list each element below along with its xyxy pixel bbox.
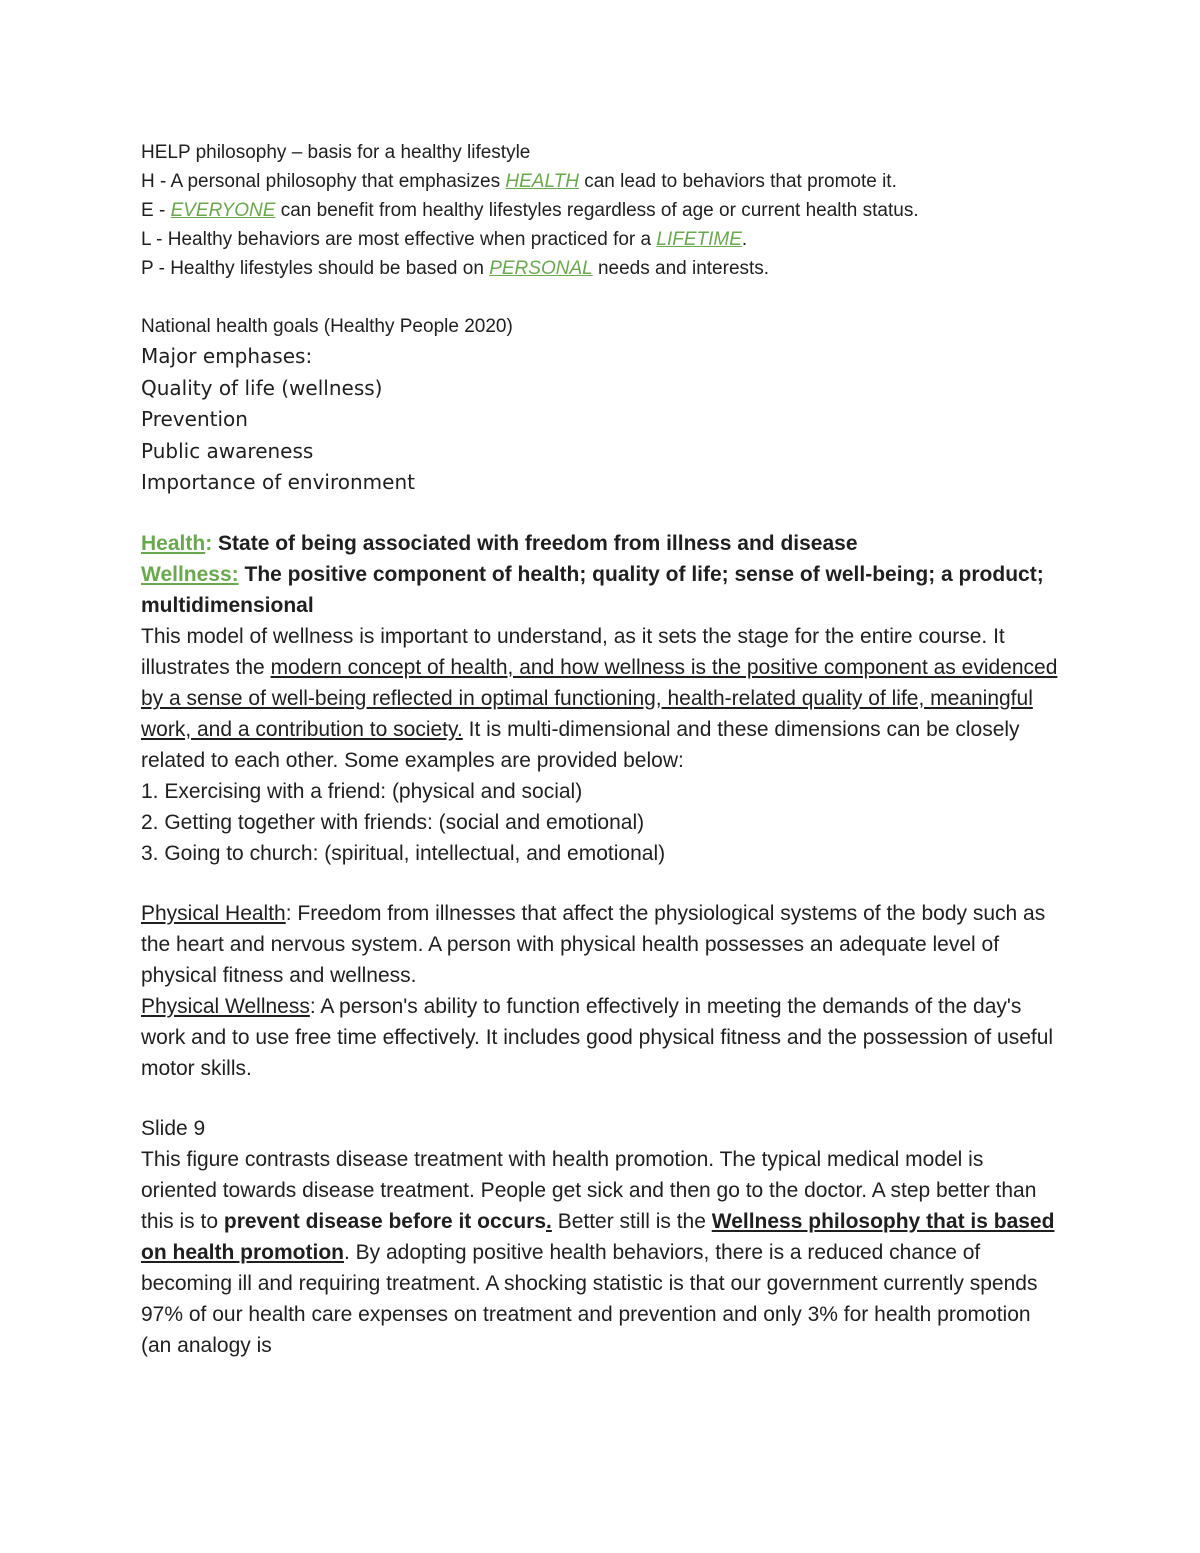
emphasis-item: Public awareness bbox=[141, 438, 314, 463]
help-title: HELP philosophy – basis for a healthy lifestyle bbox=[141, 142, 531, 163]
document-page bbox=[141, 138, 1061, 1361]
example-item: 3. Going to church: (spiritual, intellectual, and emotional) bbox=[141, 841, 666, 865]
help-section bbox=[141, 138, 1061, 283]
wellness-definition: Wellness: The positive component of health; quality of life; sense of well-being; a product; multidimensional bbox=[141, 562, 1044, 617]
definitions-section bbox=[141, 528, 1061, 869]
keyword-everyone: EVERYONE bbox=[170, 200, 276, 221]
physical-wellness-paragraph: Physical Wellness: A person's ability to function effectively in meeting the demands of the day's work and to use free time effectively. It includes good physical fitness and the possession of useful motor skills. bbox=[141, 994, 1054, 1080]
keyword-personal: PERSONAL bbox=[489, 258, 593, 279]
physical-health-paragraph: Physical Health: Freedom from illnesses that affect the physiological systems of the body such as the heart and nervous system. A person with physical health possesses an adequate level of physical fitness and wellness. bbox=[141, 901, 1046, 987]
keyword-health: HEALTH bbox=[505, 171, 579, 192]
example-item: 1. Exercising with a friend: (physical and social) bbox=[141, 779, 583, 803]
help-line-p: P - Healthy lifestyles should be based on PERSONAL needs and interests. bbox=[141, 258, 770, 279]
physical-section bbox=[141, 898, 1061, 1084]
physical-health-term: Physical Health bbox=[141, 901, 286, 925]
health-term: Health bbox=[141, 531, 206, 555]
national-goals-heading: National health goals (Healthy People 2020) bbox=[141, 316, 513, 337]
help-line-h: H - A personal philosophy that emphasizes HEALTH can lead to behaviors that promote it. bbox=[141, 171, 897, 192]
physical-wellness-term: Physical Wellness bbox=[141, 994, 310, 1018]
model-paragraph: This model of wellness is important to understand, as it sets the stage for the entire course. It illustrates the modern concept of health, and how wellness is the positive component as evidenced by a sense of well-being reflected in optimal functioning, health-related quality of life, meaningful work, and a contribution to society. It is multi-dimensional and these dimensions can be closely related to each other. Some examples are provided below: bbox=[141, 624, 1058, 772]
emphases-list bbox=[141, 341, 1061, 499]
health-definition: Health: State of being associated with freedom from illness and disease bbox=[141, 531, 858, 555]
wellness-term: Wellness: bbox=[141, 562, 239, 586]
slide-section bbox=[141, 1113, 1061, 1361]
help-line-l: L - Healthy behaviors are most effective when practiced for a LIFETIME. bbox=[141, 229, 748, 250]
emphasis-item: Prevention bbox=[141, 407, 248, 431]
emphasis-item: Major emphases: bbox=[141, 344, 313, 368]
keyword-lifetime: LIFETIME bbox=[656, 229, 742, 250]
example-item: 2. Getting together with friends: (social and emotional) bbox=[141, 810, 645, 834]
help-line-e: E - EVERYONE can benefit from healthy lifestyles regardless of age or current health status. bbox=[141, 200, 919, 221]
slide-paragraph: This figure contrasts disease treatment with health promotion. The typical medical model is oriented towards disease treatment. People get sick and then go to the doctor. A step better than this is to prevent disease before it occurs. Better still is the Wellness philosophy that is based on health promotion. By adopting positive health behaviors, there is a reduced chance of becoming ill and requiring treatment. A shocking statistic is that our government currently spends 97% of our health care expenses on treatment and prevention and only 3% for health promotion (an analogy is bbox=[141, 1147, 1055, 1357]
emphasis-item: Quality of life (wellness) bbox=[141, 375, 383, 400]
slide-label: Slide 9 bbox=[141, 1116, 206, 1140]
emphasis-item: Importance of environment bbox=[141, 470, 415, 494]
